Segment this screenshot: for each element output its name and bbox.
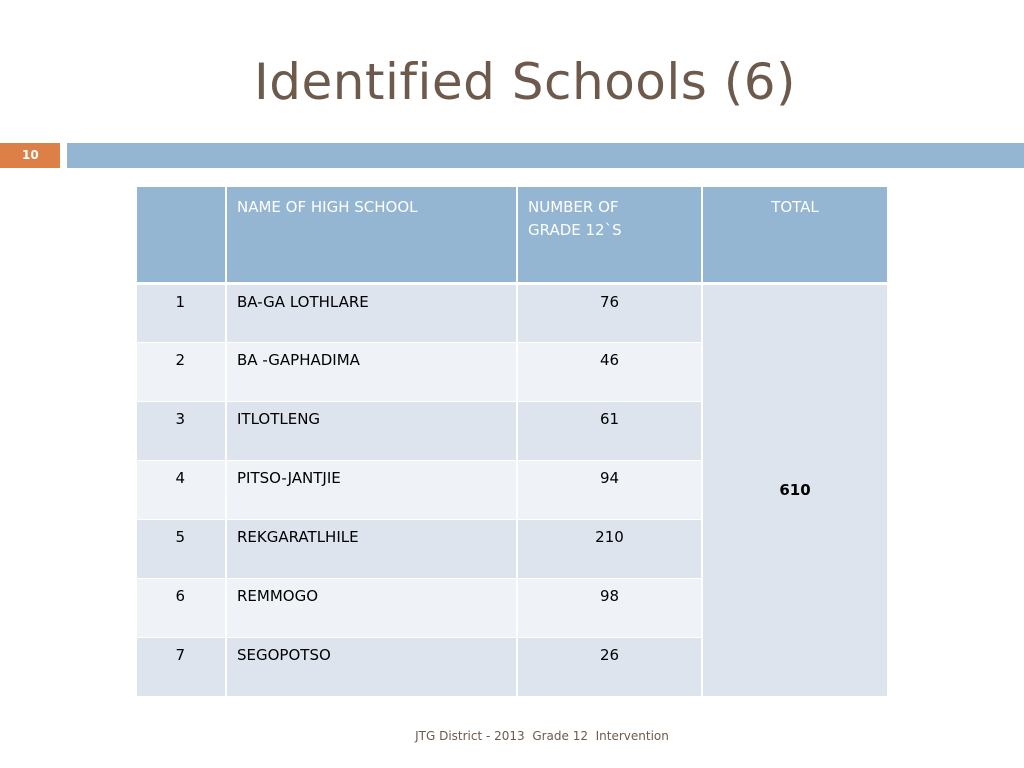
table-header-row: [137, 187, 887, 283]
header-school-name: NAME OF HIGH SCHOOL: [226, 187, 517, 283]
row-school-name: BA -GAPHADIMA: [226, 342, 517, 401]
row-school-name: BA-GA LOTHLARE: [226, 283, 517, 342]
row-number: 6: [137, 578, 226, 637]
slide-footer: JTG District - 2013 Grade 12 Intervention: [415, 729, 669, 743]
schools-table: [137, 187, 887, 697]
total-value: 610: [702, 283, 887, 696]
header-total: TOTAL: [702, 187, 887, 283]
row-grade12-count: 46: [517, 342, 702, 401]
header-grade12-count: [517, 187, 702, 283]
row-number: 4: [137, 460, 226, 519]
row-grade12-count: 210: [517, 519, 702, 578]
header-number: [137, 187, 226, 283]
row-number: 5: [137, 519, 226, 578]
table-row: [137, 283, 887, 342]
page-number: 10: [0, 143, 60, 168]
row-number: 7: [137, 637, 226, 696]
row-grade12-count: 26: [517, 637, 702, 696]
header-bar: [67, 143, 1024, 168]
row-school-name: REKGARATLHILE: [226, 519, 517, 578]
row-school-name: ITLOTLENG: [226, 401, 517, 460]
row-grade12-count: 61: [517, 401, 702, 460]
slide-title: Identified Schools (6): [253, 53, 797, 111]
row-grade12-count: 98: [517, 578, 702, 637]
row-number: 3: [137, 401, 226, 460]
header-grade12-count-line1: NUMBER OF: [528, 198, 619, 216]
row-school-name: REMMOGO: [226, 578, 517, 637]
row-school-name: PITSO-JANTJIE: [226, 460, 517, 519]
row-school-name: SEGOPOTSO: [226, 637, 517, 696]
row-grade12-count: 94: [517, 460, 702, 519]
header-grade12-count-line2: GRADE 12`S: [528, 221, 622, 239]
row-grade12-count: 76: [517, 283, 702, 342]
row-number: 1: [137, 283, 226, 342]
row-number: 2: [137, 342, 226, 401]
